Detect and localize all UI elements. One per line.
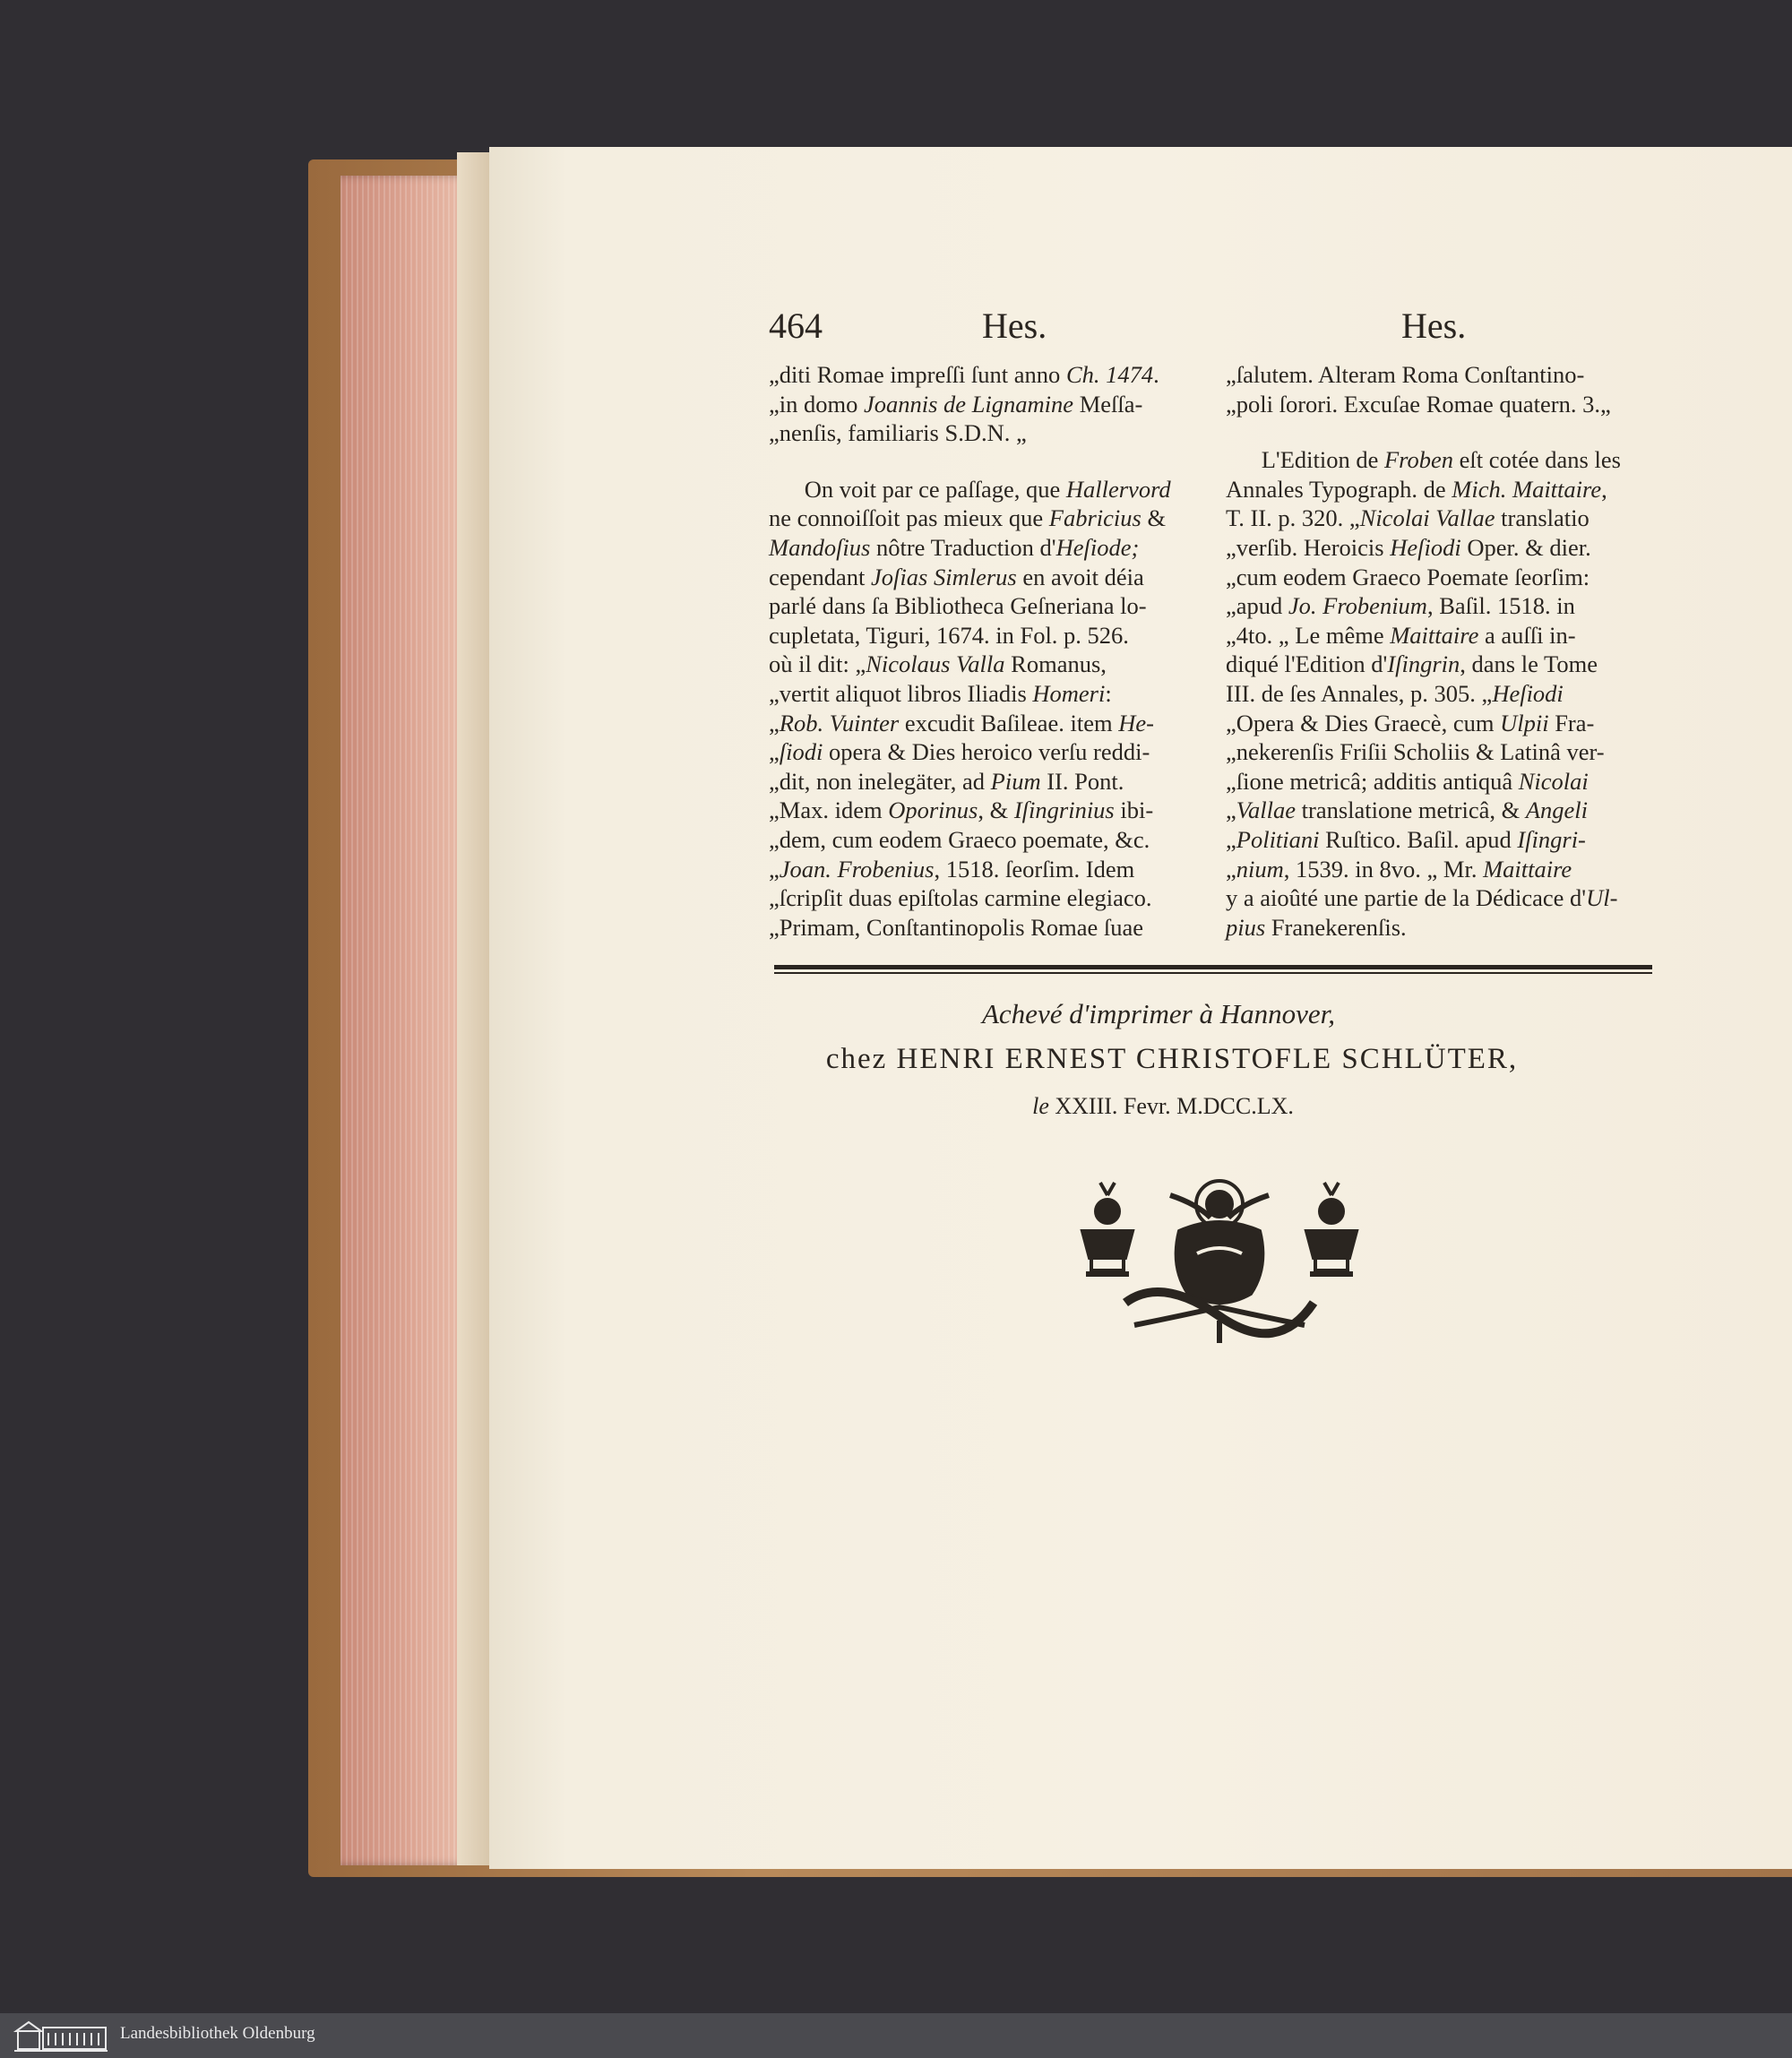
- roman-text: translatione metricâ, &: [1296, 797, 1526, 824]
- text-line: [1226, 825, 1654, 855]
- text-line: [769, 621, 1197, 650]
- italic-text: Oporinus: [888, 797, 978, 824]
- text-line: [769, 913, 1197, 943]
- italic-text: Hallervord: [1065, 475, 1171, 503]
- roman-text: III. de ſes Annales, p. 305. „: [1226, 679, 1493, 707]
- colophon-date-text: XXIII. Fevr. M.DCC.LX.: [1048, 1093, 1294, 1119]
- paragraph-gap: [769, 448, 1197, 475]
- roman-text: „: [1226, 825, 1236, 853]
- text-line: [1226, 650, 1654, 679]
- roman-text: Franekerenſis.: [1265, 913, 1407, 941]
- text-line: [769, 533, 1197, 563]
- book-page: [489, 147, 1792, 1869]
- roman-text: „apud: [1226, 592, 1288, 620]
- roman-text: „Opera & Dies Graecè, cum: [1226, 709, 1501, 736]
- roman-text: parlé dans ſa Bibliotheca Geſneriana lo-: [769, 592, 1147, 620]
- colophon-printer: chez HENRI ERNEST CHRISTOFLE SCHLÜTER,: [825, 1043, 1519, 1075]
- text-line: [1226, 360, 1654, 390]
- roman-text: ibi-: [1114, 797, 1154, 824]
- italic-text: Homeri: [1032, 679, 1106, 707]
- text-line: [769, 679, 1197, 709]
- roman-text: „nekerenſis Friſii Scholiis & Latinâ ver-: [1226, 738, 1605, 766]
- running-head-left: Hes.: [982, 306, 1047, 346]
- text-line: [1226, 504, 1654, 533]
- printers-ornament-icon: [1072, 1168, 1367, 1356]
- roman-text: Romanus,: [1004, 650, 1107, 678]
- roman-text: „ſalutem. Alteram Roma Conſtantino-: [1226, 361, 1585, 388]
- roman-text: „in domo: [769, 390, 864, 418]
- roman-text: Ruſtico. Baſil. apud: [1319, 825, 1518, 853]
- italic-text: Pium: [990, 767, 1041, 795]
- roman-text: „: [1226, 855, 1236, 883]
- text-line: [1226, 796, 1654, 825]
- roman-text: , &: [978, 797, 1014, 824]
- roman-text: „: [769, 738, 780, 766]
- text-line: [1226, 621, 1654, 650]
- roman-text: „Primam, Conſtantinopolis Romae ſuae: [769, 913, 1144, 941]
- roman-text: a auſſi in-: [1478, 621, 1576, 649]
- italic-text: nium: [1236, 855, 1284, 883]
- right-text-column: [1226, 360, 1654, 942]
- text-line: [1226, 883, 1654, 913]
- italic-text: Politiani: [1236, 825, 1320, 853]
- roman-text: „diti Romae impreſſi ſunt anno: [769, 361, 1066, 388]
- roman-text: „dit, non inelegäter, ad: [769, 767, 991, 795]
- text-line: [769, 475, 1197, 504]
- roman-text: :: [1105, 679, 1112, 707]
- roman-text: &: [1141, 504, 1167, 532]
- text-line: [769, 825, 1197, 855]
- roman-text: ,: [1601, 475, 1607, 503]
- roman-text: „ſcripſit duas epiſtolas carmine elegiaco.: [769, 884, 1152, 912]
- italic-text: Maittaire: [1483, 855, 1572, 883]
- colophon-line-1: Achevé d'imprimer à Hannover,: [981, 998, 1336, 1029]
- text-line: [1226, 563, 1654, 592]
- italic-text: Joannis de Lignamine: [864, 390, 1074, 418]
- roman-text: , Baſil. 1518. in: [1426, 592, 1575, 620]
- roman-text: „dem, cum eodem Graeco poemate, &c.: [769, 825, 1150, 853]
- italic-text: Froben: [1384, 446, 1454, 474]
- italic-text: Ul-: [1586, 884, 1618, 912]
- roman-text: „: [1226, 797, 1236, 824]
- page-number: 464: [769, 306, 823, 346]
- roman-text: „4to. „ Le même: [1226, 621, 1391, 649]
- left-text-column: [769, 360, 1197, 942]
- roman-text: diqué l'Edition d': [1226, 650, 1388, 678]
- roman-text: „vertit aliquot libros Iliadis: [769, 679, 1033, 707]
- text-line: [769, 883, 1197, 913]
- italic-text: Rob. Vuinter: [779, 709, 900, 736]
- paragraph-gap: [1226, 418, 1654, 445]
- colophon-date: [534, 1093, 1792, 1120]
- italic-text: Iſingrin: [1387, 650, 1460, 678]
- roman-text: eſt cotée dans les: [1453, 446, 1621, 474]
- roman-text: T. II. p. 320. „: [1226, 504, 1360, 532]
- text-line: [1226, 445, 1654, 475]
- text-line: [769, 855, 1197, 884]
- roman-text: ne connoiſſoit pas mieux que: [769, 504, 1049, 532]
- roman-text: cupletata, Tiguri, 1674. in Fol. p. 526.: [769, 621, 1129, 649]
- roman-text: „nenſis, familiaris S.D.N. „: [769, 419, 1027, 447]
- roman-text: II. Pont.: [1040, 767, 1124, 795]
- text-line: [769, 591, 1197, 621]
- footer-bar: [0, 2013, 1792, 2058]
- roman-text: nôtre Traduction d': [870, 533, 1056, 561]
- text-line: [1226, 390, 1654, 419]
- roman-text: L'Edition de: [1226, 446, 1384, 474]
- roman-text: Oper. & dier.: [1460, 533, 1591, 561]
- running-head: [489, 305, 1792, 358]
- text-line: [1226, 709, 1654, 738]
- roman-text: , dans le Tome: [1460, 650, 1598, 678]
- text-line: [1226, 737, 1654, 767]
- roman-text: „poli ſorori. Excuſae Romae quatern. 3.„: [1226, 390, 1611, 418]
- italic-text: pius: [1226, 913, 1266, 941]
- italic-text: ſiodi: [779, 738, 823, 766]
- text-line: [1226, 855, 1654, 884]
- text-line: [769, 390, 1197, 419]
- italic-text: Iſingri-: [1517, 825, 1586, 853]
- roman-text: Fra-: [1548, 709, 1595, 736]
- text-line: [769, 563, 1197, 592]
- italic-text: Joſias Simlerus: [871, 563, 1017, 590]
- text-line: [1226, 679, 1654, 709]
- text-line: [769, 709, 1197, 738]
- italic-text: Vallae: [1236, 797, 1297, 824]
- italic-text: Angeli: [1525, 797, 1589, 824]
- roman-text: , 1518. ſeorſim. Idem: [934, 855, 1135, 883]
- roman-text: „verſib. Heroicis: [1226, 533, 1391, 561]
- italic-text: Mich. Maittaire: [1452, 475, 1602, 503]
- text-line: [769, 767, 1197, 797]
- roman-text: cependant: [769, 563, 872, 590]
- italic-text: Maittaire: [1390, 621, 1479, 649]
- italic-text: Jo. Frobenium: [1288, 592, 1427, 620]
- double-rule-divider: [774, 965, 1652, 974]
- text-line: [1226, 913, 1654, 943]
- italic-text: Heſiodi: [1492, 679, 1564, 707]
- italic-text: Heſiodi: [1390, 533, 1461, 561]
- italic-text: Nicolai: [1518, 767, 1589, 795]
- running-head-right: Hes.: [1401, 306, 1467, 346]
- italic-text: Ulpii: [1500, 709, 1549, 736]
- roman-text: opera & Dies heroico verſu reddi-: [823, 738, 1150, 766]
- roman-text: Annales Typograph. de: [1226, 475, 1452, 503]
- roman-text: „Max. idem: [769, 797, 889, 824]
- text-line: [1226, 767, 1654, 797]
- roman-text: Meſſa-: [1073, 390, 1143, 418]
- text-line: [769, 796, 1197, 825]
- italic-text: Heſiode;: [1055, 533, 1140, 561]
- italic-text: Nicolai Vallae: [1359, 504, 1495, 532]
- roman-text: „: [769, 709, 780, 736]
- page-gutter: [457, 152, 489, 1865]
- roman-text: „ſione metricâ; additis antiquâ: [1226, 767, 1519, 795]
- roman-text: excudit Baſileae. item: [899, 709, 1119, 736]
- italic-text: Joan. Frobenius: [779, 855, 935, 883]
- library-logo-icon: [13, 2019, 109, 2053]
- italic-text: Iſingrinius: [1013, 797, 1115, 824]
- colophon-date-prefix: le: [1032, 1093, 1049, 1119]
- text-line: [769, 504, 1197, 533]
- text-line: [769, 418, 1197, 448]
- roman-text: translatio: [1495, 504, 1590, 532]
- roman-text: „cum eodem Graeco Poemate ſeorſim:: [1226, 563, 1590, 590]
- italic-text: Nicolaus Valla: [866, 650, 1005, 678]
- italic-text: He-: [1118, 709, 1155, 736]
- roman-text: en avoit déia: [1016, 563, 1144, 590]
- roman-text: y a aioûté une partie de la Dédicace d': [1226, 884, 1587, 912]
- italic-text: Ch. 1474: [1065, 361, 1154, 388]
- text-line: [769, 360, 1197, 390]
- text-line: [1226, 591, 1654, 621]
- roman-text: „: [769, 855, 780, 883]
- text-line: [769, 737, 1197, 767]
- roman-text: On voit par ce paſſage, que: [769, 475, 1066, 503]
- text-line: [1226, 475, 1654, 504]
- roman-text: où il dit: „: [769, 650, 866, 678]
- roman-text: .: [1153, 361, 1159, 388]
- text-line: [1226, 533, 1654, 563]
- roman-text: , 1539. in 8vo. „ Mr.: [1283, 855, 1484, 883]
- italic-text: Mandoſius: [769, 533, 871, 561]
- text-line: [769, 650, 1197, 679]
- footer-institution-name: Landesbibliothek Oldenburg: [120, 2024, 315, 2043]
- italic-text: Fabricius: [1048, 504, 1142, 532]
